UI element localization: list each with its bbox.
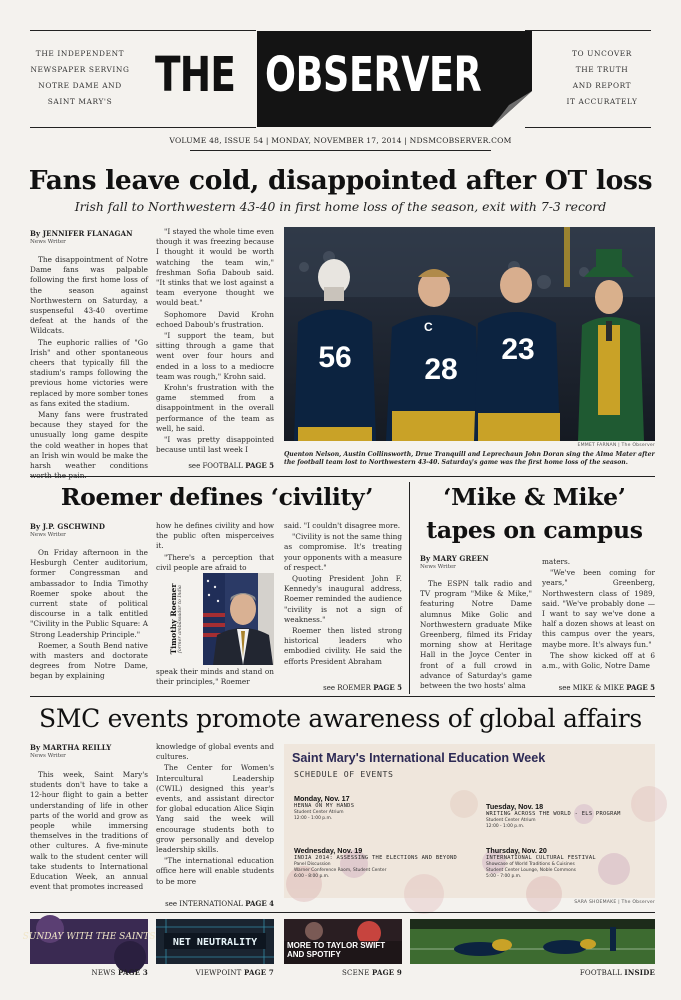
iew-event-1-time: 12:00 - 1:00 p.m. [294,816,333,821]
masthead-the: THE [155,47,236,103]
smc-role: News Writer [30,753,66,759]
roemer-col1-p1: On Friday afternoon in the Hesburgh Center auditorium, former Congressman and ambassador to India Timothy Roemer spoke about the current state of political discourse in a talk entitled "Civility in the Public Square: A Strong Leadership Principle." [30,548,148,639]
teaser-football-page: INSIDE [624,968,655,977]
lead-jump-label: see FOOTBALL [188,462,243,470]
mike-headline-line1[interactable]: ‘Mike & Mike’ [443,483,626,511]
iew-event-3 [294,846,484,880]
lead-col2-p5: "I was pretty disappointed because until last week I [156,435,274,455]
teaser-football-image[interactable] [410,919,655,964]
lead-photo-caption: Quenton Nelson, Austin Collinsworth, Drue Tranquill and Leprechaun John Doran sing the Alma Mater after the football team lost to Northwestern 43-40. Saturday's game was the first home loss of the season. [284,451,655,466]
lead-headline[interactable]: Fans leave cold, disappointed after OT loss [28,165,653,196]
teaser-football-section: FOOTBALL [579,969,622,977]
roemer-col2-bottom [156,667,274,689]
masthead-rule-top-right [525,30,651,31]
masthead-rule-bottom-right [525,127,651,128]
jersey-number-1: 56 [318,341,352,374]
lead-byline: By JENNIFER FLANAGAN [30,229,133,238]
lead-photo[interactable] [284,227,655,441]
iew-event-2-time: 12:00 - 1:00 p.m. [486,824,525,829]
teaser-scene-art [284,919,402,964]
roemer-col1 [30,548,148,681]
masthead-observer: OBSERVER [265,47,482,103]
iew-event-2-day: Tuesday, Nov. 18 [486,802,544,811]
teaser-viewpoint-text: NET NEUTRALITY [172,937,258,948]
lead-col1-p3: Many fans were frustrated because they stayed for the unusually long game despite the cold weather in hopes that an Irish win would be make the harsh weather conditions [30,410,148,471]
smc-col1-p1: This week, Saint Mary's students don't have to take a 12-hour flight to gain a better understanding of life in other parts of the world and grow as people while immersing themselves in the traditions of other cultures. A five-minute walk to the student center will take students to International Education Week, an annual event that promotes increased [30,770,148,892]
section-rule-3 [30,912,655,913]
roemer-col2-p2: "There's a perception that civil people are afraid to [156,552,274,572]
roemer-portrait[interactable] [203,573,274,665]
mike-col1 [420,579,532,691]
roemer-jump[interactable] [284,683,402,692]
roemer-col3-p3: Quoting President John F. Kennedy's inaugural address, Roemer reminded the audience "civility is not a sign of weakness." [284,574,402,624]
smc-col2 [156,742,274,896]
dateline: VOLUME 48, ISSUE 54 | MONDAY, NOVEMBER 17, 2014 | NDSMCOBSERVER.COM [169,136,512,145]
smc-col1 [30,770,148,912]
teaser-viewpoint-section: VIEWPOINT [195,969,242,977]
iew-event-1 [294,794,464,822]
roemer-col3 [284,521,402,671]
lead-photo-credit: EMMET FARNAN | The Observer [577,443,655,448]
lead-col2 [156,227,274,455]
captain-c-label: C [424,320,433,334]
mike-col2-p1: maters. [542,557,571,566]
iew-event-2 [486,802,651,830]
teaser-news-label[interactable] [30,968,148,977]
mike-role: News Writer [420,564,456,570]
jersey-number-3: 23 [501,333,535,366]
lead-col2-p3: "I support the team, but sitting through a game that went over four hours and ended in a loss to a mediocre team was rough," Krohn said. [156,331,274,381]
smc-col2-p3: "The international education office here will enable students to be more [156,856,274,886]
roemer-portrait-title: former ambassador to India [178,585,183,653]
mike-col2 [542,557,655,671]
mike-col2-p2: "We've been coming for years," Greenberg, Northwestern class of 1989, said. "We've probably done — I want to say we've done a half a dozen shows at least on this campus over the years, maybe more. It's always fun." [542,568,655,649]
iew-event-1-place: Student Center Atrium [294,810,344,815]
smc-jump[interactable] [156,899,274,908]
lead-col1-p1: The disappointment of Notre Dame fans was palpable following the first home loss of the season against Northwestern on Saturday, a suspenseful 43-40 overtime defeat at the hands of the Wildcats. [30,255,148,336]
mike-byline-block [420,554,532,570]
iew-event-4 [486,846,651,880]
smc-jump-label: see INTERNATIONAL [165,900,243,908]
roemer-col2-top [156,521,274,573]
dateline-rule [190,150,491,151]
masthead-rule-bottom-left [30,127,256,128]
mike-jump-page: PAGE 5 [626,683,655,692]
roemer-byline: By J.P. GSCHWIND [30,522,106,531]
teaser-news-text: SUNDAY WITH THE SAINTS [22,932,156,942]
iew-event-1-name: HENNA ON MY HANDS [294,803,355,809]
smc-jump-page: PAGE 4 [245,899,274,908]
teaser-football-label[interactable] [410,968,655,977]
mike-byline: By MARY GREEN [420,554,489,563]
roemer-col2-p1: how he defines civility and how the public often misperceives it. [156,521,274,551]
teaser-scene-image[interactable] [284,919,402,964]
iew-event-3-time: 6:00 - 8:00 p.m. [294,874,330,879]
teaser-scene-page: PAGE 9 [371,968,402,977]
smc-byline-block [30,743,148,759]
teaser-viewpoint-image[interactable] [156,919,274,964]
smc-col2-p2: The Center for Women's Intercultural Leadership (CWIL) designed this year's events, and assistant director for global education Alice Siqin Yang said the week will encourage students both to grow personally and develop leadership skills. [156,763,274,855]
roemer-jump-label: see ROEMER [323,684,371,692]
masthead-logo[interactable] [147,31,532,127]
roemer-portrait-image [203,573,274,665]
iew-event-3-name: INDIA 2014: ASSESSING THE ELECTIONS AND BEYOND [294,855,458,861]
section-rule-2 [30,696,655,697]
teaser-scene-section: SCENE [342,969,370,977]
iew-event-4-time: 5:00 - 7:00 p.m. [486,874,522,879]
roemer-portrait-label [169,573,183,665]
teaser-scene-text: MORE TO TAYLOR SWIFT AND SPOTIFY [287,941,386,959]
lead-role: News Writer [30,239,66,245]
iew-event-3-place: Panel Discussion Warner Conference Room, Student Center [294,862,387,873]
lead-col2-p4: Krohn's frustration with the game stemmed from a disappointment in the overall performance of the team as well, he said. [156,383,274,433]
roemer-portrait-name: Timothy Roemer [169,583,178,655]
smc-byline: By MARTHA REILLY [30,743,112,752]
roemer-col3-p2: "Civility is not the same thing as compromise. It's treating your opponents with a measure of respect." [284,532,402,572]
iew-event-4-place: Showcase of World Traditions & Cuisines Student Center Lounge, Noble Commons [486,862,576,873]
iew-event-3-day: Wednesday, Nov. 19 [294,846,363,855]
smc-headline[interactable]: SMC events promote awareness of global affairs [39,704,642,733]
iew-graphic-credit: SARA SHOEMAKE | The Observer [574,900,655,905]
mike-col2-p3: The show kicked off at 6 a.m., with Golic, Notre Dame [542,650,655,671]
lead-col1 [30,255,148,471]
jersey-number-2: 28 [424,353,458,386]
lead-jump[interactable] [156,461,274,470]
lead-jump-page: PAGE 5 [245,461,274,470]
column-rule-vertical [409,482,410,694]
masthead-tagline-right: TO UNCOVER THE TRUTH AND REPORT IT ACCURATELY [566,49,638,106]
lead-byline-block [30,229,148,245]
mike-col1-p1: The ESPN talk radio and TV program "Mike & Mike," featuring Notre Dame alumnus Mike Golic and Northwestern graduate Mike Greenberg, filmed its Friday morning show at Heritage Hall in the Joyce Center in front of a full crowd in advance of Saturday's game between the two hosts' alma [420,579,532,691]
masthead-tagline-left: THE INDEPENDENT NEWSPAPER SERVING NOTRE DAME AND SAINT MARY'S [30,49,130,106]
iew-title: Saint Mary's International Education Week [292,751,546,765]
mike-headline-line2[interactable]: tapes on campus [426,516,643,544]
iew-event-4-name: INTERNATIONAL CULTURAL FESTIVAL [486,855,596,861]
iew-graphic[interactable] [284,744,655,898]
lead-col1-p2: The euphoric rallies of "Go Irish" and other spontaneous cheers that typically fill the stadium's ramps following the previous home victories were replaced by more somber tones as fans exited the stadium. [30,337,148,408]
lead-col2-p1: "I stayed the whole time even though it was freezing because I thought it would be worth watching the team win," freshman Sofia Daboub said. "It stinks that we lost against a team everyone thought we would beat." [156,227,274,308]
iew-event-4-day: Thursday, Nov. 20 [486,846,547,855]
iew-subtitle: SCHEDULE OF EVENTS [294,769,394,779]
teaser-scene-label[interactable] [284,968,402,977]
teaser-news-image[interactable] [22,919,156,964]
mike-jump-label: see MIKE & MIKE [558,684,624,692]
roemer-role: News Writer [30,532,66,538]
mike-jump[interactable] [520,683,655,692]
roemer-col3-p4: Roemer then listed strong historical leaders who embodied civility. He said the efforts President Abraham [284,626,402,666]
roemer-jump-page: PAGE 5 [373,683,402,692]
roemer-col3-p1: said. "I couldn't disagree more. [284,521,401,530]
lead-deck: Irish fall to Northwestern 43-40 in first home loss of the season, exit with 7-3 record [74,199,607,214]
iew-event-2-place: Student Center Atrium [486,818,536,823]
teaser-viewpoint-page: PAGE 7 [243,968,274,977]
lead-col2-p2: Sophomore David Krohn echoed Daboub's frustration. [156,309,274,329]
teaser-football-art [410,919,655,964]
roemer-col1-p2: Roemer, a South Bend native with masters and doctorate degrees from Notre Dame, began by explaining [30,640,148,681]
lead-photo-scene [284,227,655,441]
smc-col2-p1: knowledge of global events and cultures. [156,742,274,762]
teaser-news-art [22,919,156,964]
roemer-headline[interactable]: Roemer defines ‘civility’ [60,483,374,511]
roemer-byline-block [30,522,148,538]
roemer-col2-p3: speak their minds and stand on their principles," Roemer [156,667,274,687]
iew-event-1-day: Monday, Nov. 17 [294,794,350,803]
teaser-news-section: NEWS [91,969,116,977]
teaser-viewpoint-art [156,919,274,964]
section-rule-1 [30,476,655,477]
iew-event-2-name: WRITING ACROSS THE WORLD - ELS PROGRAM [486,811,621,817]
teaser-viewpoint-label[interactable] [156,968,274,977]
teaser-news-page: PAGE 3 [117,968,148,977]
